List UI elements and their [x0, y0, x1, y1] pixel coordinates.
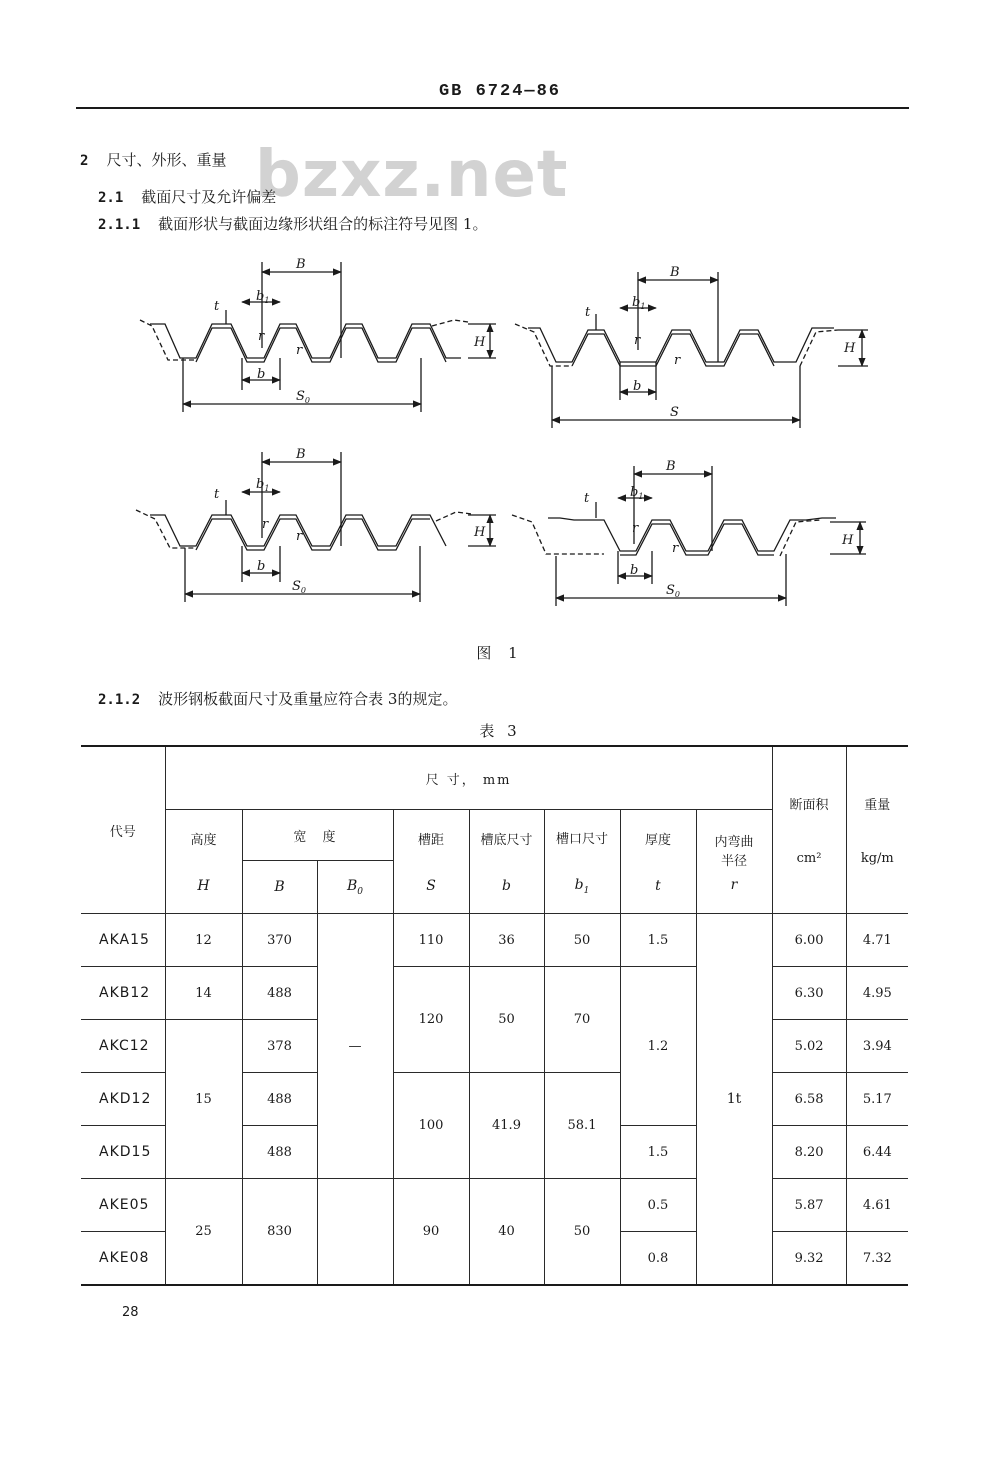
cell-B: 378 — [242, 1020, 317, 1073]
cell-b: 36 — [469, 914, 544, 967]
section-2-1-1-number: 2.1.1 — [98, 217, 141, 233]
header-thickness-label: 厚度 — [644, 833, 671, 848]
cell-H: 14 — [165, 967, 242, 1020]
label-t-tl: t — [214, 299, 220, 314]
header-radius-line2: 半径 — [721, 853, 748, 869]
label-b-tl: b — [257, 367, 266, 382]
cell-weight: 4.71 — [846, 914, 908, 967]
cell-b-merged: 40 — [469, 1179, 544, 1286]
cell-weight: 5.17 — [846, 1073, 908, 1126]
cell-weight: 7.32 — [846, 1232, 908, 1286]
cell-B: 488 — [242, 1073, 317, 1126]
cell-area: 6.58 — [772, 1073, 846, 1126]
cell-b-merged: 50 — [469, 967, 544, 1073]
label-S0-br: $S_0$ — [666, 583, 680, 599]
label-H-tl: H — [474, 335, 486, 350]
section-2-1-heading — [98, 186, 276, 207]
cell-b1-merged: 70 — [544, 967, 620, 1073]
cell-t: 0.5 — [620, 1179, 696, 1232]
header-height-label: 高度 — [190, 833, 217, 848]
section-2-number: 2 — [80, 153, 89, 169]
row-code: AKB12 — [81, 967, 165, 1020]
cell-B: 488 — [242, 1126, 317, 1179]
header-sym-S: S — [426, 878, 436, 894]
label-S0-tl: $S_0$ — [296, 389, 310, 405]
profile-top-left-inner — [196, 328, 446, 362]
header-rule — [76, 107, 909, 109]
profile-bottom-left-inner — [196, 519, 430, 550]
cell-area: 8.20 — [772, 1126, 846, 1179]
cell-t: 0.8 — [620, 1232, 696, 1286]
header-thickness — [620, 810, 696, 914]
header-area — [772, 746, 846, 914]
label-r-br: r — [632, 521, 639, 536]
header-sym-b: b — [502, 878, 511, 894]
profile-top-left-edge-right — [432, 320, 468, 326]
cell-r-merged: 1t — [696, 914, 772, 1286]
label-r2-tl: r — [296, 343, 303, 358]
section-2-1-2-number: 2.1.2 — [98, 692, 141, 708]
label-r-tl: r — [258, 329, 265, 344]
cell-weight: 4.61 — [846, 1179, 908, 1232]
profile-bottom-right-outer — [548, 518, 836, 551]
header-radius-line1: 内弯曲 — [714, 834, 754, 850]
header-sym-t: t — [655, 878, 661, 894]
section-2-heading — [80, 149, 226, 170]
header-bottom — [469, 810, 544, 914]
cell-S: 110 — [393, 914, 469, 967]
label-r2-tr: r — [674, 353, 681, 368]
section-2-1-2-text: 波形钢板截面尺寸及重量应符合表 3的规定。 — [158, 690, 458, 708]
header-height — [165, 810, 242, 914]
label-S-tr: S — [670, 405, 679, 420]
cell-H-merged: 25 — [165, 1179, 242, 1286]
label-B-tl: B — [296, 257, 306, 272]
header-mouth — [544, 810, 620, 914]
section-2-1-1-paragraph — [98, 213, 487, 234]
header-sym-r: r — [730, 876, 738, 893]
watermark: bzxz.net — [255, 138, 569, 212]
header-sym-H: H — [197, 878, 210, 894]
cell-S-merged: 90 — [393, 1179, 469, 1286]
page-number: 28 — [122, 1305, 139, 1320]
label-H-tr: H — [844, 341, 856, 356]
header-pitch — [393, 810, 469, 914]
label-b1-tl: $b_1$ — [256, 289, 270, 305]
table-row — [81, 914, 908, 967]
cell-area: 5.02 — [772, 1020, 846, 1073]
spec-table — [81, 745, 908, 1286]
cell-B0-merged: — — [317, 914, 393, 1179]
cell-area: 6.30 — [772, 967, 846, 1020]
cell-b-merged: 41.9 — [469, 1073, 544, 1179]
header-weight-label: 重量 — [864, 798, 891, 813]
figure-caption: 图 1 — [476, 644, 524, 662]
header-code: 代号 — [81, 746, 165, 914]
header-area-unit: cm² — [796, 851, 822, 866]
profile-top-right-edge-left — [515, 324, 572, 366]
cell-b1: 50 — [544, 914, 620, 967]
header-dims: 尺 寸， mm — [165, 746, 772, 810]
cell-t-merged: 1.2 — [620, 967, 696, 1126]
cell-area: 6.00 — [772, 914, 846, 967]
label-r2-bl: r — [296, 529, 303, 544]
label-r-bl: r — [262, 517, 269, 532]
cell-t: 1.5 — [620, 914, 696, 967]
header-weight-unit: kg/m — [860, 851, 894, 866]
profile-top-left — [140, 262, 496, 412]
profile-bottom-right — [512, 466, 866, 606]
header-area-label: 断面积 — [789, 798, 829, 813]
label-t-bl: t — [214, 487, 220, 502]
label-b-br: b — [630, 563, 639, 578]
cell-weight: 4.95 — [846, 967, 908, 1020]
label-t-br: t — [584, 491, 590, 506]
profile-bottom-left — [136, 452, 496, 602]
label-H-br: H — [842, 533, 854, 548]
label-B-tr: B — [670, 265, 680, 280]
cell-area: 9.32 — [772, 1232, 846, 1286]
label-S0-bl: $S_0$ — [292, 579, 306, 595]
table-row — [81, 967, 908, 1020]
row-code: AKD12 — [81, 1073, 165, 1126]
label-B-br: B — [666, 459, 676, 474]
label-r-tr: r — [634, 333, 641, 348]
row-code: AKE05 — [81, 1179, 165, 1232]
profile-bottom-right-inner — [620, 524, 774, 555]
header-weight — [846, 746, 908, 914]
header-pitch-label: 槽距 — [417, 833, 444, 848]
header-radius — [696, 810, 772, 914]
profile-top-right-edge-right — [800, 330, 838, 366]
label-b1-tr: $b_1$ — [632, 295, 646, 311]
label-b1-br: $b_1$ — [630, 485, 644, 501]
label-t-tr: t — [585, 305, 591, 320]
header-bottom-label: 槽底尺寸 — [480, 833, 533, 848]
cell-b1-merged: 50 — [544, 1179, 620, 1286]
standard-number: GB 6724—86 — [438, 82, 562, 101]
cell-b1-merged: 58.1 — [544, 1073, 620, 1179]
label-B-bl: B — [296, 447, 306, 462]
figure-1-diagram — [0, 240, 1000, 640]
cell-B0-empty — [317, 1179, 393, 1286]
row-code: AKC12 — [81, 1020, 165, 1073]
profile-top-right-outer — [528, 328, 834, 362]
profile-top-left-outer — [150, 324, 461, 358]
profile-top-right — [515, 272, 868, 428]
profile-bottom-right-edge-left — [512, 515, 604, 554]
cell-H: 12 — [165, 914, 242, 967]
cell-area: 5.87 — [772, 1179, 846, 1232]
header-width: 宽 度 — [242, 810, 393, 861]
section-2-title: 尺寸、外形、重量 — [106, 151, 227, 169]
label-b1-bl: $b_1$ — [256, 477, 270, 493]
header-sym-B0: $B_0$ — [317, 861, 393, 914]
cell-t: 1.5 — [620, 1126, 696, 1179]
label-r2-br: r — [672, 541, 679, 556]
label-b-bl: b — [257, 559, 266, 574]
table-header-row-1 — [81, 746, 908, 810]
cell-S-merged: 120 — [393, 967, 469, 1073]
header-mouth-label: 槽口尺寸 — [555, 831, 608, 847]
profile-bottom-left-edge-right — [436, 512, 472, 521]
profile-top-left-edge-left — [140, 320, 195, 360]
cell-H-merged: 15 — [165, 1020, 242, 1179]
row-code: AKD15 — [81, 1126, 165, 1179]
cell-B-merged: 830 — [242, 1179, 317, 1286]
row-code: AKA15 — [81, 914, 165, 967]
header-sym-b1: $b_1$ — [574, 876, 590, 896]
profile-bottom-right-edge-right — [780, 520, 820, 556]
cell-weight: 6.44 — [846, 1126, 908, 1179]
row-code: AKE08 — [81, 1232, 165, 1286]
table-row — [81, 1179, 908, 1232]
cell-B: 370 — [242, 914, 317, 967]
label-H-bl: H — [474, 525, 486, 540]
section-2-1-title: 截面尺寸及允许偏差 — [141, 188, 277, 206]
section-2-1-number: 2.1 — [98, 190, 124, 206]
cell-B: 488 — [242, 967, 317, 1020]
cell-S-merged: 100 — [393, 1073, 469, 1179]
cell-weight: 3.94 — [846, 1020, 908, 1073]
header-sym-B: B — [242, 861, 317, 914]
section-2-1-1-text: 截面形状与截面边缘形状组合的标注符号见图 1。 — [158, 215, 488, 233]
profile-top-right-inner — [572, 334, 774, 366]
table-caption: 表 3 — [479, 722, 521, 740]
label-b-tr: b — [633, 379, 642, 394]
section-2-1-2-paragraph — [98, 688, 457, 709]
